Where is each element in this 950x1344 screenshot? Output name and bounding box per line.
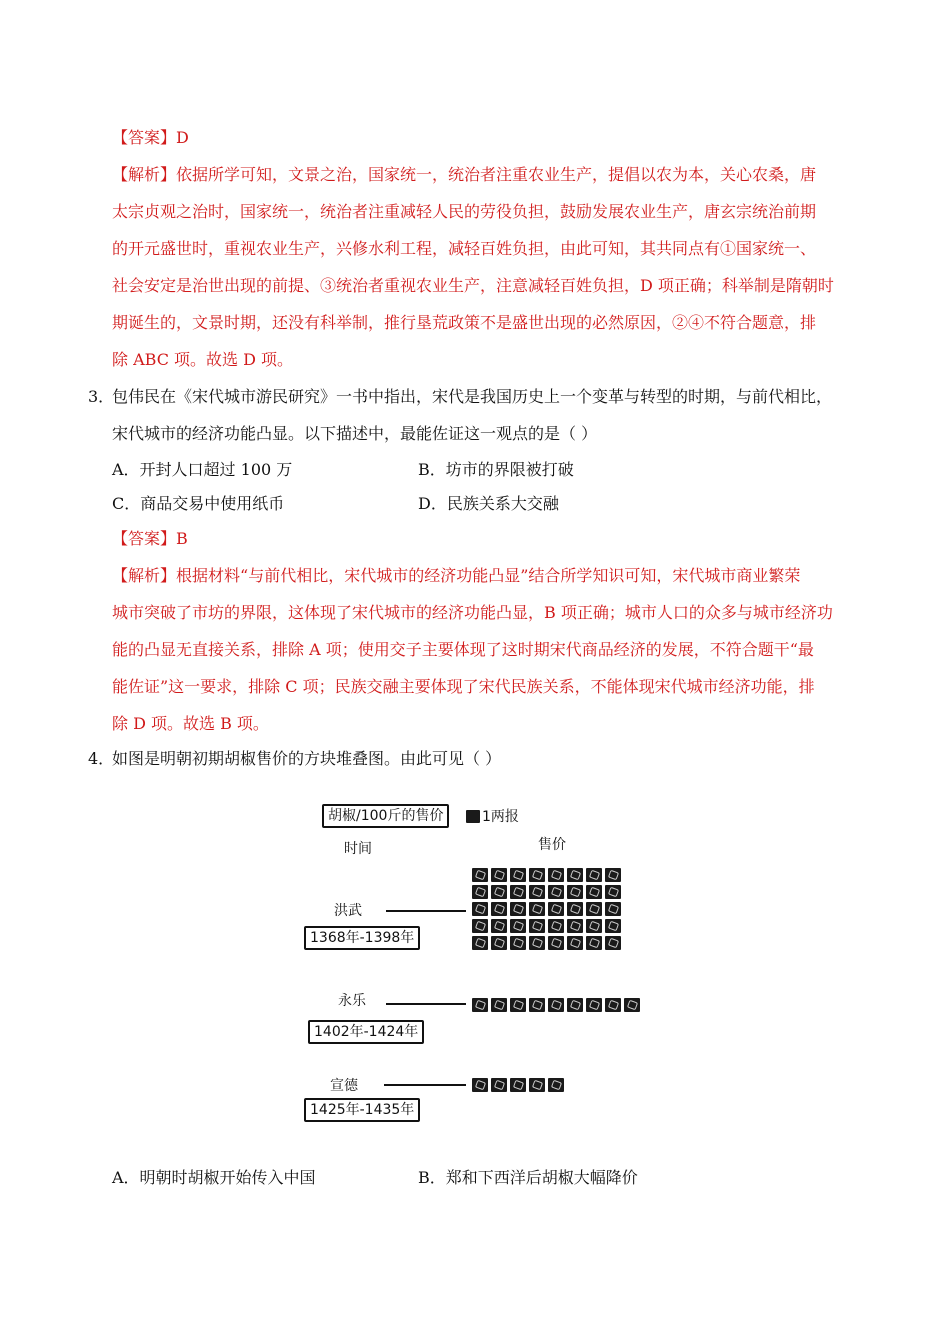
q3-stem-line: 包伟民在《宋代城市游民研究》一书中指出，宋代是我国历史上一个变革与转型的时期，与前代相比， bbox=[112, 387, 833, 406]
price-blocks bbox=[472, 868, 621, 950]
price-block bbox=[510, 902, 526, 916]
price-block bbox=[586, 902, 602, 916]
pepper-price-figure bbox=[300, 798, 650, 1128]
q3-option-d[interactable]: D．民族关系大交融 bbox=[418, 494, 559, 513]
column-time-label: 时间 bbox=[344, 841, 372, 857]
price-block bbox=[529, 868, 545, 882]
price-block bbox=[472, 1078, 488, 1092]
price-block bbox=[472, 885, 488, 899]
price-block bbox=[567, 885, 583, 899]
price-block bbox=[472, 868, 488, 882]
price-block bbox=[491, 868, 507, 882]
era-years: 1368年-1398年 bbox=[304, 926, 420, 950]
price-block bbox=[529, 1078, 545, 1092]
q4-number: 4． bbox=[88, 749, 115, 768]
price-block bbox=[529, 902, 545, 916]
price-block bbox=[586, 936, 602, 950]
price-block bbox=[586, 998, 602, 1012]
price-block bbox=[567, 919, 583, 933]
price-block bbox=[548, 885, 564, 899]
price-block bbox=[605, 902, 621, 916]
price-block bbox=[510, 936, 526, 950]
price-block bbox=[548, 936, 564, 950]
price-blocks bbox=[472, 1078, 564, 1092]
price-block bbox=[548, 868, 564, 882]
figure-title: 胡椒/100斤的售价 bbox=[322, 804, 449, 828]
q3-analysis-line: 城市突破了市坊的界限，这体现了宋代城市的经济功能凸显，B 项正确；城市人口的众多与城市经济功 bbox=[112, 603, 833, 622]
column-price-label: 售价 bbox=[538, 837, 566, 853]
q3-analysis-tag: 【解析】 bbox=[112, 566, 177, 585]
price-block bbox=[567, 998, 583, 1012]
q3-analysis-line: 能佐证”这一要求，排除 C 项；民族交融主要体现了宋代民族关系，不能体现宋代城市经济功能，排 bbox=[112, 677, 815, 696]
price-block bbox=[491, 885, 507, 899]
price-block-icon bbox=[466, 810, 480, 823]
q2-analysis-line: 【解析】依据所学可知，文景之治，国家统一，统治者注重农业生产，提倡以农为本，关心农桑，唐 bbox=[112, 165, 817, 184]
q3-analysis-line: 能的凸显无直接关系，排除 A 项；使用交子主要体现了这时期宋代商品经济的发展，不符合题干“最 bbox=[112, 640, 814, 659]
era-label: 洪武 bbox=[334, 903, 362, 919]
q2-analysis-line: 太宗贞观之治时，国家统一，统治者注重减轻人民的劳役负担，鼓励发展农业生产，唐玄宗统治前期 bbox=[112, 202, 817, 221]
price-block bbox=[510, 998, 526, 1012]
price-block bbox=[491, 919, 507, 933]
era-label: 宣德 bbox=[330, 1078, 358, 1094]
price-block bbox=[472, 936, 488, 950]
price-block bbox=[567, 936, 583, 950]
q3-number: 3． bbox=[88, 387, 115, 406]
price-block bbox=[605, 885, 621, 899]
q3-answer bbox=[112, 529, 188, 549]
q2-analysis-line: 除 ABC 项。故选 D 项。 bbox=[112, 350, 294, 369]
q2-analysis-line: 期诞生的，文景时期，还没有科举制，推行垦荒政策不是盛世出现的必然原因，②④不符合题意，排 bbox=[112, 313, 817, 332]
price-block bbox=[472, 998, 488, 1012]
price-block bbox=[586, 919, 602, 933]
q3-analysis-line: 除 D 项。故选 B 项。 bbox=[112, 714, 269, 733]
q3-stem-line: 宋代城市的经济功能凸显。以下描述中，最能佐证这一观点的是（ ） bbox=[112, 424, 598, 443]
price-block bbox=[605, 998, 621, 1012]
price-block bbox=[529, 998, 545, 1012]
q3-option-a[interactable]: A．开封人口超过 100 万 bbox=[112, 460, 293, 479]
price-block bbox=[605, 868, 621, 882]
q2-analysis-line: 的开元盛世时，重视农业生产，兴修水利工程，减轻百姓负担，由此可知，其共同点有①国家统一、 bbox=[112, 239, 817, 258]
price-block bbox=[605, 936, 621, 950]
era-years: 1402年-1424年 bbox=[308, 1020, 424, 1044]
price-block bbox=[567, 868, 583, 882]
price-block bbox=[472, 919, 488, 933]
connector-line bbox=[386, 1003, 466, 1005]
q2-answer bbox=[112, 128, 189, 148]
price-block bbox=[529, 919, 545, 933]
era-label: 永乐 bbox=[338, 993, 366, 1009]
price-block bbox=[548, 998, 564, 1012]
era-years: 1425年-1435年 bbox=[304, 1098, 420, 1122]
price-block bbox=[624, 998, 640, 1012]
connector-line bbox=[386, 910, 466, 912]
figure-legend: 1两报 bbox=[482, 809, 519, 825]
q3-analysis-line: 【解析】根据材料“与前代相比，宋代城市的经济功能凸显”结合所学知识可知，宋代城市商业繁荣 bbox=[112, 566, 801, 585]
price-block bbox=[586, 868, 602, 882]
price-block bbox=[472, 902, 488, 916]
price-block bbox=[567, 902, 583, 916]
q2-answer-tag: 【答案】 bbox=[112, 128, 177, 147]
price-block bbox=[510, 1078, 526, 1092]
price-block bbox=[586, 885, 602, 899]
price-block bbox=[510, 868, 526, 882]
q3-answer-value: B bbox=[176, 529, 188, 548]
q4-stem: 如图是明朝初期胡椒售价的方块堆叠图。由此可见（ ） bbox=[112, 749, 502, 768]
price-blocks bbox=[472, 998, 640, 1012]
price-block bbox=[548, 902, 564, 916]
price-block bbox=[510, 885, 526, 899]
q3-option-c[interactable]: C．商品交易中使用纸币 bbox=[112, 494, 285, 513]
price-block bbox=[491, 998, 507, 1012]
q2-analysis-line: 社会安定是治世出现的前提、③统治者重视农业生产，注意减轻百姓负担，D 项正确；科举制是隋朝时 bbox=[112, 276, 834, 295]
connector-line bbox=[384, 1084, 466, 1086]
q2-answer-value: D bbox=[176, 128, 189, 147]
q3-option-b[interactable]: B．坊市的界限被打破 bbox=[418, 460, 574, 479]
price-block bbox=[491, 1078, 507, 1092]
q4-option-b[interactable]: B．郑和下西洋后胡椒大幅降价 bbox=[418, 1168, 638, 1187]
price-block bbox=[548, 919, 564, 933]
price-block bbox=[605, 919, 621, 933]
price-block bbox=[529, 885, 545, 899]
price-block bbox=[491, 936, 507, 950]
price-block bbox=[529, 936, 545, 950]
q4-option-a[interactable]: A．明朝时胡椒开始传入中国 bbox=[112, 1168, 316, 1187]
price-block bbox=[510, 919, 526, 933]
q3-answer-tag: 【答案】 bbox=[112, 529, 177, 548]
price-block bbox=[548, 1078, 564, 1092]
q2-analysis-tag: 【解析】 bbox=[112, 165, 177, 184]
price-block bbox=[491, 902, 507, 916]
